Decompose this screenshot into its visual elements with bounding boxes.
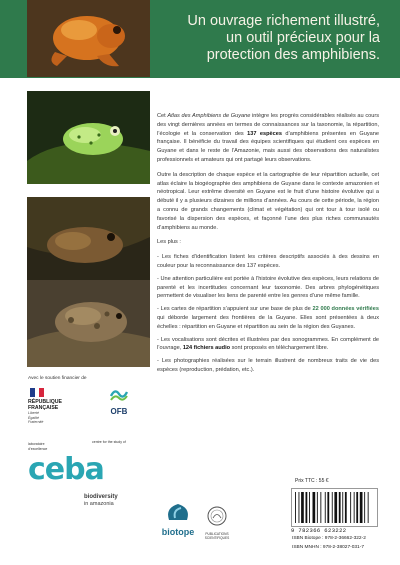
plus-item-5: - Les photographies réalisées sur le terrain illustrent de nombreux traits de vie des espèces (reproduction, prédation, etc.). (157, 358, 379, 373)
republique-francaise-logo (28, 388, 83, 425)
mossy-toad-photo (27, 280, 150, 367)
support-title: Avec le soutien financier de (28, 376, 87, 381)
plus-item-1: - Les fiches d’identification listent les critères descriptifs associés à des dessins en couleur pour la reconnaissance des 137 espèces. (157, 254, 379, 269)
french-flag-icon (30, 388, 44, 397)
barcode (291, 488, 378, 527)
orange-frog-photo (27, 0, 150, 77)
barcode-bars (292, 489, 377, 526)
ceba-wordmark: ceba (28, 452, 104, 487)
isbn-mnhn: ISBN MNHN : 978-2-38027-031-7 (292, 545, 364, 550)
second-paragraph: Outre la description de chaque espèce et la cartographie de leur répartition actuelle, cet atlas éclaire la biogéographie des amphibiens de Guyane dans le contexte amazonien et néotropical. Leur extrême diversité en Guyane est le fruit d’une histoire évolutive qui a débuté il y a plusieurs dizaines de millions d’années. Au cours de cette période, la région a connu de grands changements (climat et végétation) qui ont tour à tour isolé ou favorisé la dispersion des espèces, et façonné l’une des plus riches communautés d’amphibiens au monde. (157, 171, 379, 231)
headline-line-1: Un ouvrage richement illustré, (187, 13, 380, 29)
ofb-wave-icon (109, 386, 129, 404)
isbn-biotope: ISBN Biotope : 978-2-36662-322-2 (292, 536, 366, 541)
ceba-logo: laboratoire d’excellence centre for the study of ceba biodiversity in amazonia (28, 440, 126, 507)
biotope-logo: biotope (156, 500, 200, 537)
data-count-highlight: 22 000 données vérifiées (312, 306, 379, 313)
headline (120, 13, 380, 64)
rf-name: RÉPUBLIQUE FRANÇAISE (28, 399, 63, 411)
intro-paragraph: Cet Atlas des Amphibiens de Guyane intègre les progrès considérables réalisés au cours des vingt dernières années en termes de connaissances sur la taxonomie, la répartition, l’écologie et la conservation des 137 espèces d’amphibiens présentes en Guyane française. Il bénéficie du travail des équipes scientifiques qui étudient ces espèces en Guyane et dans le reste de l’Amazonie, mais aussi des observations des naturalistes professionnels et amateurs qui ont partagé leurs observations. (157, 113, 379, 163)
plus-item-3: - Les cartes de répartition s’appuient sur une base de plus de 22 000 données vérifiées qui déborde largement des frontières de la Guyane. Elles sont présentées à deux échelles : répartition en Guyane et répartition au sein de la région des Guyanes. (157, 306, 379, 330)
plus-item-2: - Une attention particulière est portée à l’histoire évolutive des espèces, leurs relations de parenté et les incertitudes concernant leur taxonomie. Des arbres phylogénétiques permettent de visualiser les liens de parenté entre les genres d’une même famille. (157, 275, 379, 300)
plus-heading: Les plus : (157, 239, 181, 246)
barcode-digits: 9 782366 623222 (291, 527, 347, 534)
rf-motto: Liberté Égalité Fraternité (28, 411, 44, 424)
plus-list (157, 253, 379, 375)
support-section (28, 376, 138, 507)
publications-scientifiques-logo: PUBLICATIONS SCIENTIFIQUES (202, 506, 232, 540)
plus-item-4: - Les vocalisations sont décrites et illustrées par des sonogrammes. En complément de l’ouvrage, 124 fichiers audio sont proposés en téléchargement libre. (157, 336, 379, 352)
biotope-leaf-icon (163, 500, 193, 524)
mnhn-seal-icon (207, 506, 227, 526)
ofb-logo: OFB (106, 386, 132, 416)
glass-frog-photo (27, 91, 150, 184)
headline-line-3: protection des amphibiens. (206, 47, 380, 63)
price-label: Prix TTC : 55 € (295, 478, 329, 484)
audio-count-highlight: 124 fichiers audio (182, 345, 231, 352)
headline-line-2: un outil précieux pour la (226, 30, 380, 46)
body-text (157, 112, 379, 379)
species-count: 137 espèces (247, 130, 282, 137)
book-title: Atlas des Amphibiens de Guyane (167, 113, 251, 119)
